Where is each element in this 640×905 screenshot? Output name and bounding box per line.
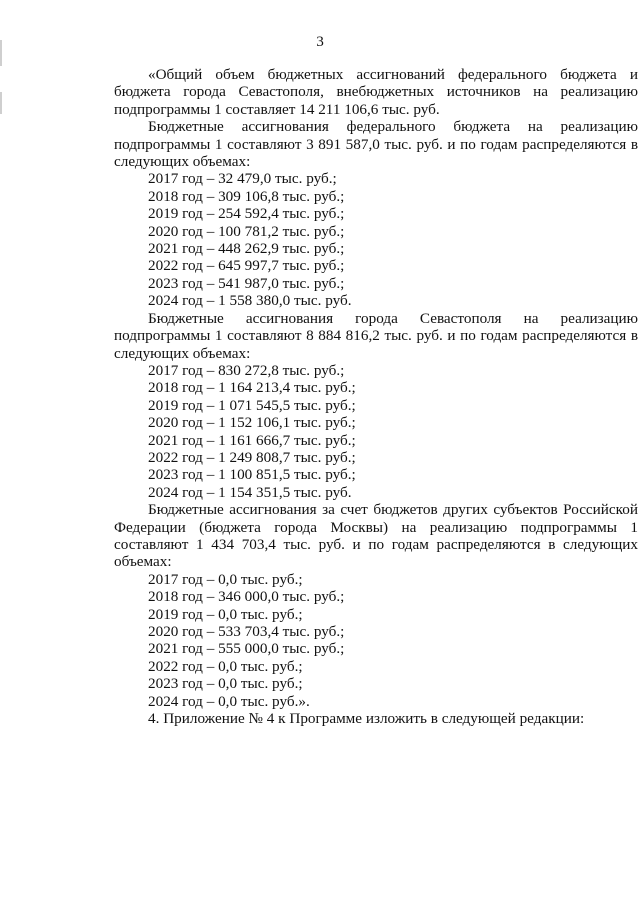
- year-line: 2024 год – 0,0 тыс. руб.».: [148, 692, 310, 710]
- section-paragraph: Бюджетные ассигнования федерального бюджета на реализацию подпрограммы 1 составляют 3 891 587,0 тыс. руб. и по годам распределяются в следующих объемах:: [114, 118, 638, 171]
- section-paragraph: Бюджетные ассигнования города Севастополя на реализацию подпрограммы 1 составляют 8 884 816,2 тыс. руб. и по годам распределяются в следующих объемах:: [114, 309, 638, 362]
- year-line: 2017 год – 830 272,8 тыс. руб.;: [148, 361, 345, 379]
- year-line: 2018 год – 346 000,0 тыс. руб.;: [148, 588, 345, 606]
- year-line: 2019 год – 254 592,4 тыс. руб.;: [148, 205, 345, 223]
- year-line: 2020 год – 100 781,2 тыс. руб.;: [148, 222, 345, 240]
- page-number: 3: [316, 33, 324, 50]
- year-line: 2021 год – 448 262,9 тыс. руб.;: [148, 240, 345, 258]
- year-line: 2017 год – 32 479,0 тыс. руб.;: [148, 170, 337, 188]
- year-line: 2020 год – 1 152 106,1 тыс. руб.;: [148, 414, 356, 432]
- year-line: 2017 год – 0,0 тыс. руб.;: [148, 570, 303, 588]
- year-line: 2020 год – 533 703,4 тыс. руб.;: [148, 623, 345, 640]
- year-line: 2024 год – 1 558 380,0 тыс. руб.: [148, 292, 352, 310]
- intro-paragraph: «Общий объем бюджетных ассигнований федерального бюджета и бюджета города Севастополя, внебюджетных источников на реализацию подпрограммы 1 составляет 14 211 106,6 тыс. руб.: [114, 66, 638, 118]
- section-sevastopol: [114, 310, 638, 501]
- section-other-subjects: [114, 501, 638, 710]
- year-line: 2023 год – 541 987,0 тыс. руб.;: [148, 274, 345, 292]
- section-federal: [114, 118, 638, 309]
- scan-edge-mark: [0, 92, 2, 114]
- year-line: 2022 год – 645 997,7 тыс. руб.;: [148, 257, 345, 275]
- year-line: 2021 год – 1 161 666,7 тыс. руб.;: [148, 431, 356, 449]
- year-line: 2021 год – 555 000,0 тыс. руб.;: [148, 640, 345, 658]
- year-line: 2023 год – 0,0 тыс. руб.;: [148, 675, 303, 693]
- section-paragraph: Бюджетные ассигнования за счет бюджетов других субъектов Российской Федерации (бюджета города Москвы) на реализацию подпрограммы 1 составляют 1 434 703,4 тыс. руб. и по годам распределяются в следующих объемах:: [114, 501, 638, 571]
- year-line: 2019 год – 0,0 тыс. руб.;: [148, 605, 303, 623]
- year-line: 2023 год – 1 100 851,5 тыс. руб.;: [148, 466, 356, 484]
- document-body: [114, 66, 638, 727]
- year-line: 2018 год – 1 164 213,4 тыс. руб.;: [148, 379, 356, 397]
- year-line: 2019 год – 1 071 545,5 тыс. руб.;: [148, 396, 356, 414]
- year-line: 2022 год – 1 249 808,7 тыс. руб.;: [148, 448, 356, 466]
- year-line: 2018 год – 309 106,8 тыс. руб.;: [148, 187, 345, 205]
- year-line: 2022 год – 0,0 тыс. руб.;: [148, 657, 303, 675]
- closing-paragraph: 4. Приложение № 4 к Программе изложить в следующей редакции:: [148, 710, 585, 728]
- year-line: 2024 год – 1 154 351,5 тыс. руб.: [148, 483, 352, 501]
